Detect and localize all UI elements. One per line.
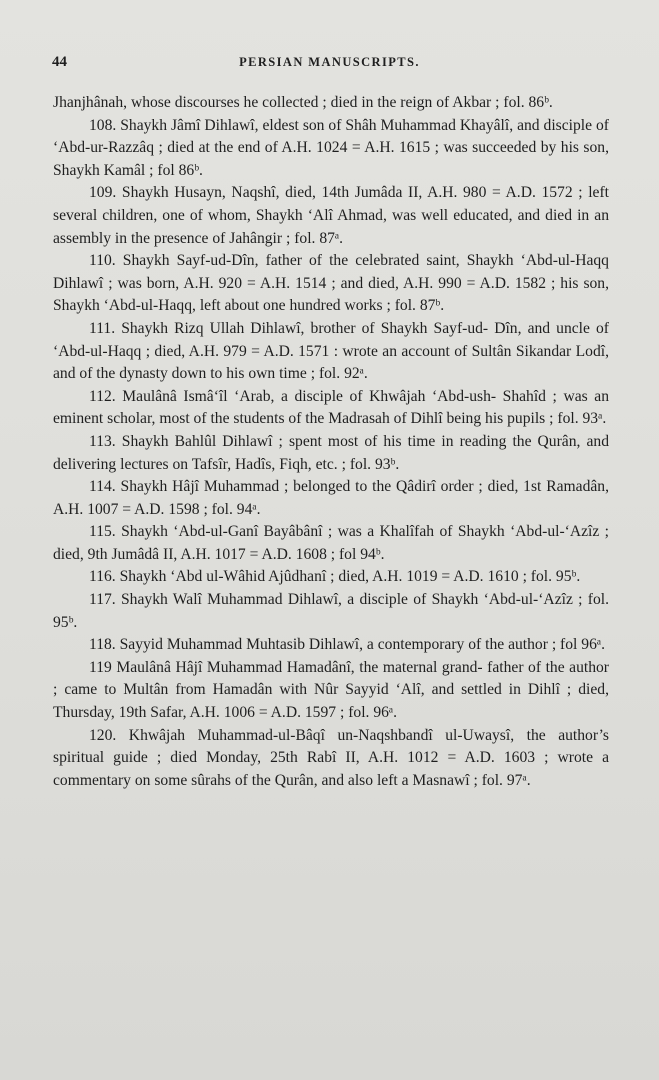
text-line: and died, A.H. 990 = A.D. 1582 ; his son, Shaykh ‘Abd-ul-Haqq, left [53, 274, 610, 315]
body-text [53, 92, 609, 792]
entry-117 [53, 589, 609, 634]
text-line: ‘Abd-ul-‘Azîz ; died, 9th Jumâdâ II, A.H. 1017 = A.D. 1608 ; fol 94ᵇ. [53, 523, 609, 563]
text-line: 117. Shaykh Walî Muhammad Dihlawî, a disciple of Shaykh [89, 591, 479, 609]
text-line: Dîn, and uncle of ‘Abd-ul-Haqq ; died, A.H. 979 = A.D. 1571 : wrote [53, 319, 609, 360]
entry-114 [53, 476, 609, 521]
running-head [52, 54, 607, 76]
text-line: 112. Maulânâ Ismâ‘îl ‘Arab, a disciple of Khwâjah ‘Abd-ush- [89, 387, 497, 405]
text-line: 108. Shaykh Jâmî Dihlawî, eldest son of Shâh Muhammad [89, 116, 456, 134]
text-line: the author’s spiritual guide ; died Monday, 25th Rabî II, A.H. 1012 = [53, 726, 610, 767]
text-line: 1610 ; fol. 95ᵇ. [487, 568, 581, 586]
text-line: Ahmad, was well educated, and died in an assembly in the presence [53, 206, 609, 247]
text-line: 118. Sayyid Muhammad Muhtasib Dihlawî, a contemporary of [89, 636, 482, 654]
text-line: about one hundred works ; fol. 87ᵇ. [224, 297, 445, 315]
text-line: 109. Shaykh Husayn, Naqshî, died, 14th Jumâda II, A.H. [89, 184, 458, 202]
running-title: PERSIAN MANUSCRIPTS. [239, 55, 420, 69]
text-line: 1006 = A.D. 1597 ; fol. 96ᵃ. [223, 704, 398, 722]
entry-119 [53, 657, 609, 725]
text-line: 110. Shaykh Sayf-ud-Dîn, father of the celebrated saint, [89, 252, 460, 270]
text-line: the author ; fol 96ᵃ. [485, 636, 606, 654]
text-line: Sayyid ‘Alî, and settled in Dihlî ; died, Thursday, 19th Safar, A.H. [53, 681, 609, 722]
page-number: 44 [52, 54, 67, 70]
entry-116 [53, 566, 609, 589]
text-line: ‘Abd-ul-‘Azîz ; fol. 95ᵇ. [53, 591, 610, 631]
text-line: 1024 = A.H. 1615 ; was succeeded by his son, Shaykh Kamâl ; fol 86ᵇ. [53, 139, 609, 179]
text-line: fol. 93ᵇ. [349, 455, 400, 473]
text-line: 120. Khwâjah Muhammad-ul-Bâqî un-Naqshbandî ul-Uwaysî, [89, 726, 515, 744]
text-line: died, 1st Ramadân, A.H. 1007 = A.D. 1598 ; fol. 94ᵃ. [53, 478, 609, 518]
entry-115 [53, 521, 609, 566]
text-line: father of the author ; came to Multân from Hamadân with Nûr [53, 658, 609, 699]
entry-120 [53, 725, 609, 793]
entry-109 [53, 182, 609, 250]
text-line: Akbar ; fol. 86ᵇ. [452, 94, 553, 111]
entry-111 [53, 318, 609, 386]
text-line: 113. Shaykh Bahlûl Dihlawî ; spent most of his time in reading [89, 432, 507, 450]
text-line: Jhanjhânah, whose discourses he collected ; died in the reign of [53, 94, 450, 111]
text-line: 115. Shaykh ‘Abd-ul-Ganî Bayâbânî ; was a Khalîfah of Shaykh [89, 523, 505, 541]
text-line: of Jahângir ; fol. 87ᵃ. [212, 229, 344, 247]
entry-108 [53, 115, 609, 183]
text-line: 119 Maulânâ Hâjî Muhammad Hamadânî, the maternal grand- [89, 658, 483, 676]
text-line: also left a Masnawî ; fol. 97ᵃ. [347, 771, 531, 789]
text-line: Shaykh ‘Abd-ul-Haqq Dihlawî ; was born, A.H. 920 = A.H. 1514 ; [53, 252, 609, 292]
text-line: Madrasah of Dihlî being his pupils ; fol. 93ᵃ. [328, 410, 607, 428]
text-line: Shahîd ; was an eminent scholar, most of the students of the [53, 387, 609, 428]
entry-118 [53, 634, 609, 657]
text-line: Khayâlî, and disciple of ‘Abd-ur-Razzâq ; died at the end of A.H. [53, 116, 609, 157]
text-line: A.D. 1603 ; wrote a commentary on some sûrahs of the Qurân, and [53, 749, 609, 789]
text-line: an account of Sultân Sikandar Lodî, and of the dynasty down to [53, 342, 609, 383]
text-line: 111. Shaykh Rizq Ullah Dihlawî, brother of Shaykh Sayf-ud- [89, 319, 489, 337]
text-line: his own time ; fol. 92ᵃ. [226, 365, 368, 383]
paragraph-continuation [53, 92, 609, 115]
entry-113 [53, 431, 609, 476]
entry-112 [53, 386, 609, 431]
entry-110 [53, 250, 609, 318]
text-line: 116. Shaykh ‘Abd ul-Wâhid Ajûdhanî ; died, A.H. 1019 = A.D. [89, 568, 484, 586]
text-line: the Qurân, and delivering lectures on Tafsîr, Hadîs, Fiqh, etc. ; [53, 432, 609, 473]
text-line: 980 = A.D. 1572 ; left several children, one of whom, Shaykh ‘Alî [53, 184, 609, 224]
text-line: 114. Shaykh Hâjî Muhammad ; belonged to the Qâdirî order ; [89, 478, 483, 496]
